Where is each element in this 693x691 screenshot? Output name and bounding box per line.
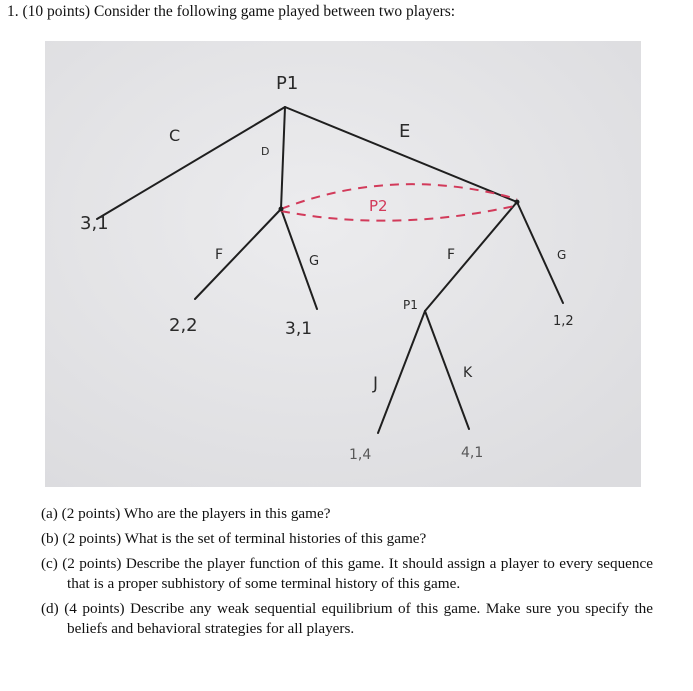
game-tree-photo [45, 41, 641, 487]
part-b [41, 529, 653, 549]
label-root-player: P1 [276, 73, 299, 94]
action-k: K [463, 365, 473, 381]
question-title: 1. (10 points) Consider the following game played between two players: [7, 3, 456, 20]
part-b-text: (2 points) What is the set of terminal histories of this game? [62, 530, 427, 547]
label-info-set-player: P2 [369, 197, 388, 215]
payoff-df: 2,2 [169, 315, 198, 336]
action-f-left: F [215, 247, 224, 263]
part-a [41, 504, 653, 524]
node-p2-right [515, 200, 520, 205]
label-inner-player: P1 [403, 298, 418, 312]
payoff-dg: 3,1 [285, 319, 313, 339]
part-d-text: (4 points) Describe any weak sequential equilibrium of this game. Make sure you specify the beliefs and behavioral strategies for all players. [64, 600, 654, 637]
part-a-text: (2 points) Who are the players in this game? [61, 505, 331, 522]
game-tree-drawing [45, 41, 641, 487]
node-p2-left [279, 207, 284, 212]
part-a-label: (a) [41, 505, 58, 522]
payoff-efj: 1,4 [349, 447, 372, 463]
payoff-eg: 1,2 [553, 314, 574, 329]
payoff-c: 3,1 [80, 213, 109, 234]
action-j: J [373, 374, 379, 394]
part-c-label: (c) [41, 555, 58, 572]
part-d-label: (d) [41, 600, 59, 617]
part-c-text: (2 points) Describe the player function of this game. It should assign a player to every sequence that is a proper subhistory of some terminal history of this game. [62, 555, 654, 592]
part-c [41, 554, 653, 594]
paper-background [45, 41, 641, 487]
part-d [41, 599, 653, 639]
part-b-label: (b) [41, 530, 59, 547]
action-f-right: F [447, 247, 456, 263]
payoff-efk: 4,1 [461, 445, 484, 461]
action-d: D [261, 145, 270, 158]
question-parts [41, 504, 653, 644]
action-g-right: G [557, 248, 567, 262]
action-e: E [399, 121, 411, 142]
action-c: C [169, 126, 181, 145]
action-g-left: G [309, 254, 320, 269]
